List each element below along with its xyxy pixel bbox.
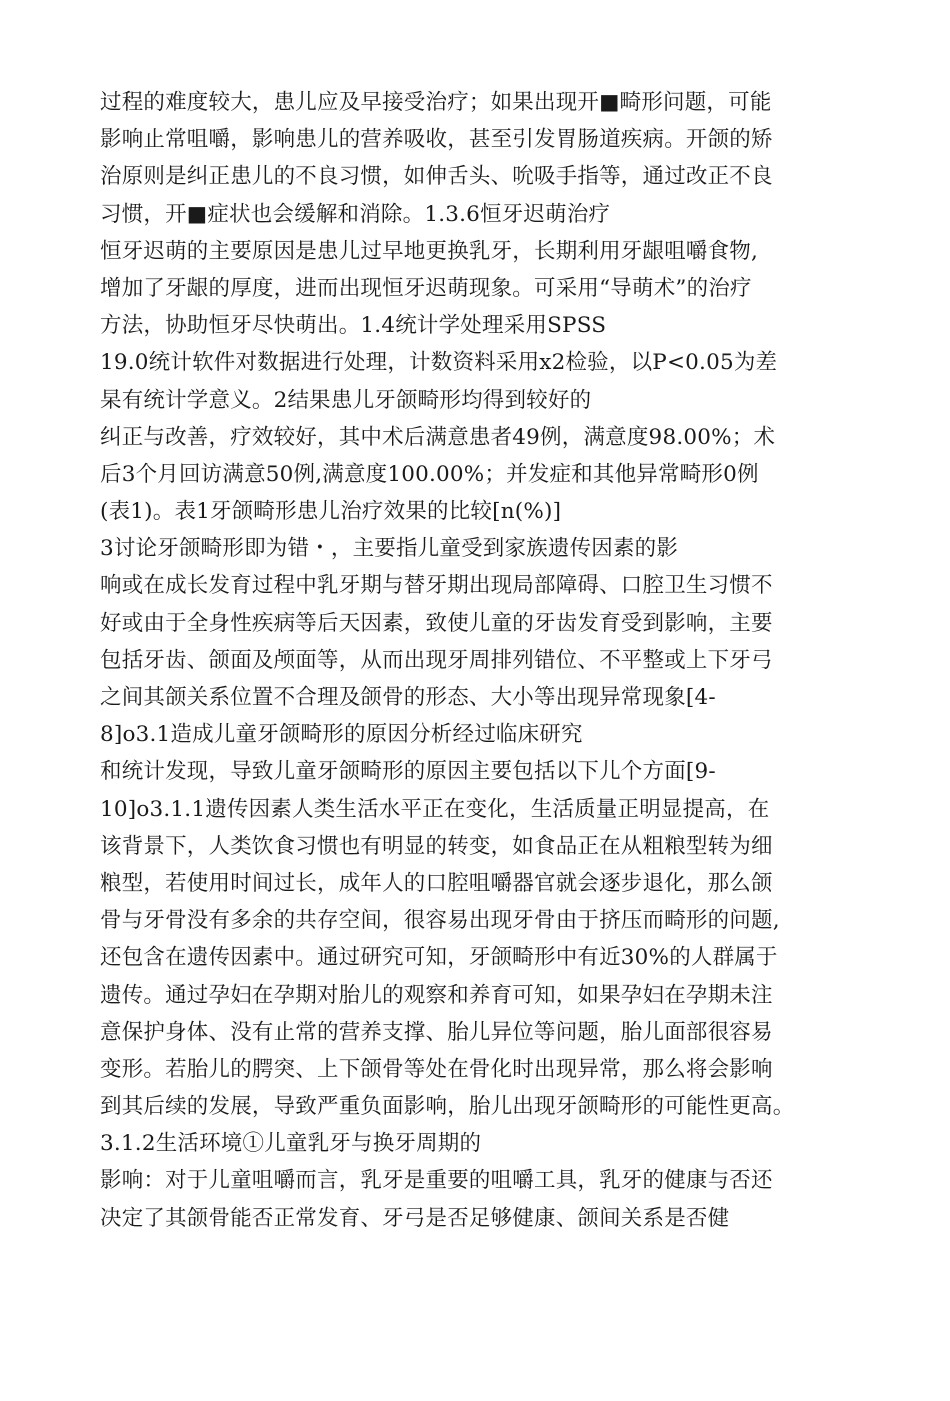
text-line: 3.1.2生活环境①儿童乳牙与换牙周期的	[100, 1131, 482, 1157]
text-line: 习惯，开■症状也会缓解和消除。1.3.6恒牙迟萌治疗	[100, 201, 611, 227]
text-line: 增加了牙龈的厚度，进而出现恒牙迟萌现象。可采用“导萌术”的治疗	[100, 275, 752, 301]
text-line: 恒牙迟萌的主要原因是患儿过早地更换乳牙，长期利用牙龈咀嚼食物,	[100, 238, 759, 264]
text-line: 粮型，若使用时间过长，成年人的口腔咀嚼器官就会逐步退化，那么颌	[100, 870, 773, 896]
text-line: 和统计发现，导致儿童牙颌畸形的原因主要包括以下儿个方面[9-	[100, 759, 716, 785]
text-line: 8]o3.1造成儿童牙颌畸形的原因分析经过临床研究	[100, 722, 583, 748]
text-line: 遗传。通过孕妇在孕期对胎儿的观察和养育可知，如果孕妇在孕期未注	[100, 982, 773, 1008]
text-line: 3讨论牙颌畸形即为错・，主要指儿童受到家族遗传因素的影	[100, 536, 679, 562]
text-line: 到其后续的发展，导致严重负面影响，胎儿出现牙颌畸形的可能性更高。	[100, 1094, 795, 1120]
text-line: 影响止常咀嚼，影响患儿的营养吸收，甚至引发胃肠道疾病。开颌的矫	[100, 127, 773, 153]
text-line: 影响：对于儿童咀嚼而言，乳牙是重要的咀嚼工具，乳牙的健康与否还	[100, 1168, 773, 1194]
text-line: 10]o3.1.1遗传因素人类生活水平正在变化，生活质量正明显提高，在	[100, 796, 770, 822]
text-line: 纠正与改善，疗效较好，其中术后满意患者49例，满意度98.00%；术	[100, 424, 776, 450]
text-line: 方法，协助恒牙尽快萌出。1.4统计学处理采用SPSS	[100, 313, 607, 339]
text-line: 还包含在遗传因素中。通过研究可知，牙颌畸形中有近30%的人群属于	[100, 945, 778, 971]
text-line: 之间其颌关系位置不合理及颌骨的形态、大小等出现异常现象[4-	[100, 685, 716, 710]
text-line: 19.0统计软件对数据进行处理，计数资料采用x2检验，以P<0.05为差	[100, 350, 778, 376]
text-line: 变形。若胎儿的腭突、上下颌骨等处在骨化时出现异常，那么将会影响	[100, 1056, 773, 1082]
text-line: 该背景下，人类饮食习惯也有明显的转变，如食品正在从粗粮型转为细	[100, 833, 773, 859]
text-line: 治原则是纠正患儿的不良习惯，如伸舌头、吮吸手指等，通过改正不良	[100, 164, 773, 190]
text-line: 骨与牙骨没有多余的共存空间，很容易出现牙骨由于挤压而畸形的问题,	[100, 908, 780, 934]
text-line: 好或由于全身性疾病等后天因素，致使儿童的牙齿发育受到影响，主要	[100, 610, 773, 636]
text-line: 后3个月回访满意50例,满意度100.00%；并发症和其他异常畸形0例	[100, 461, 759, 487]
text-line: 包括牙齿、颌面及颅面等，从而出现牙周排列错位、不平整或上下牙弓	[100, 647, 773, 673]
text-line: 过程的难度较大，患儿应及早接受治疗；如果出现开■畸形问题，可能	[100, 90, 772, 115]
text-line: 杲有统计学意义。2结果患儿牙颌畸形均得到较好的	[100, 387, 592, 413]
text-line: (表1)。表1牙颌畸形患儿治疗效果的比较[n(%)]	[100, 499, 562, 525]
text-line: 决定了其颌骨能否正常发育、牙弓是否足够健康、颌间关系是否健	[100, 1205, 730, 1231]
text-line: 意保护身体、没有止常的营养支撑、胎儿异位等问题，胎儿面部很容易	[100, 1019, 773, 1045]
document-page	[100, 84, 880, 1237]
text-line: 响或在成长发育过程中乳牙期与替牙期出现局部障碍、口腔卫生习惯不	[100, 573, 773, 599]
